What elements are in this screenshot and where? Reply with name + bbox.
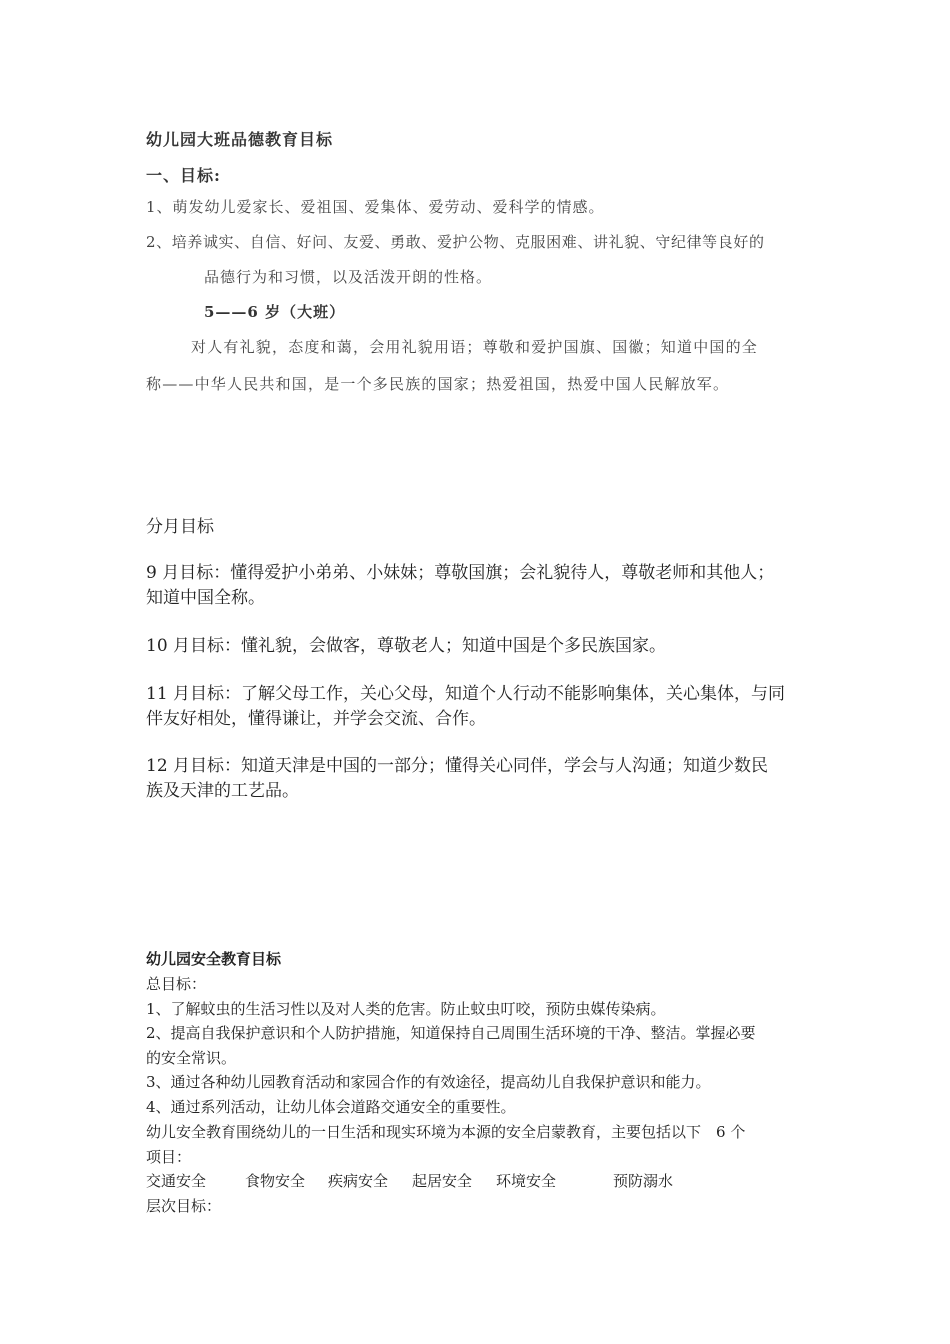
safety-summary-line2: 项目： <box>146 1148 192 1166</box>
safety-title: 幼儿园安全教育目标 <box>146 950 282 968</box>
goal-heading: 一、目标: <box>146 166 221 185</box>
safety-item-3: 3、通过各种幼儿园教育活动和家园合作的有效途径，提高幼儿自我保护意识和能力。 <box>146 1073 711 1091</box>
november-goal-line2: 伴友好相处，懂得谦让，并学会交流、合作。 <box>146 709 486 729</box>
moral-title: 幼儿园大班品德教育目标 <box>146 130 334 149</box>
age-heading: 5——6 岁（大班） <box>204 303 346 321</box>
october-goal: 10 月目标：懂礼貌，会做客，尊敬老人；知道中国是个多民族国家。 <box>146 636 667 656</box>
category-food: 食物安全 <box>245 1172 306 1190</box>
safety-summary-line1: 幼儿安全教育围绕幼儿的一日生活和现实环境为本源的安全启蒙教育，主要包括以下 6 个 <box>146 1123 746 1141</box>
december-goal-line2: 族及天津的工艺品。 <box>146 781 299 801</box>
overall-goal-label: 总目标： <box>146 975 207 993</box>
monthly-title: 分月目标 <box>146 517 214 537</box>
september-goal-line1: 9 月目标：懂得爱护小弟弟、小妹妹；尊敬国旗；会礼貌待人，尊敬老师和其他人； <box>146 563 775 583</box>
level-goals-label: 层次目标： <box>146 1197 222 1215</box>
goal-item-2-line2: 品德行为和习惯，以及活泼开朗的性格。 <box>204 268 493 286</box>
safety-item-4: 4、通过系列活动，让幼儿体会道路交通安全的重要性。 <box>146 1098 516 1116</box>
safety-item-1: 1、了解蚊虫的生活习性以及对人类的危害。防止蚊虫叮咬，预防虫媒传染病。 <box>146 1000 666 1018</box>
category-traffic: 交通安全 <box>146 1172 207 1190</box>
age-paragraph-line1: 对人有礼貌，态度和蔼，会用礼貌用语；尊敬和爱护国旗、国徽；知道中国的全 <box>191 338 759 356</box>
december-goal-line1: 12 月目标：知道天津是中国的一部分；懂得关心同伴，学会与人沟通；知道少数民 <box>146 756 769 776</box>
goal-item-1: 1、萌发幼儿爱家长、爱祖国、爱集体、爱劳动、爱科学的情感。 <box>146 198 605 216</box>
category-daily-living: 起居安全 <box>412 1172 473 1190</box>
category-environment: 环境安全 <box>496 1172 557 1190</box>
age-paragraph-line2: 称——中华人民共和国，是一个多民族的国家；热爱祖国，热爱中国人民解放军。 <box>146 375 730 393</box>
september-goal-line2: 知道中国全称。 <box>146 588 265 608</box>
goal-item-2-line1: 2、培养诚实、自信、好问、友爱、勇敢、爱护公物、克服困难、讲礼貌、守纪律等良好的 <box>146 233 765 251</box>
category-drowning-prevention: 预防溺水 <box>613 1172 674 1190</box>
safety-item-2-line1: 2、提高自我保护意识和个人防护措施，知道保持自己周围生活环境的干净、整洁。掌握必要 <box>146 1024 756 1042</box>
category-disease: 疾病安全 <box>328 1172 389 1190</box>
november-goal-line1: 11 月目标：了解父母工作，关心父母，知道个人行动不能影响集体，关心集体，与同 <box>146 684 786 704</box>
safety-item-2-line2: 的安全常识。 <box>146 1049 237 1067</box>
